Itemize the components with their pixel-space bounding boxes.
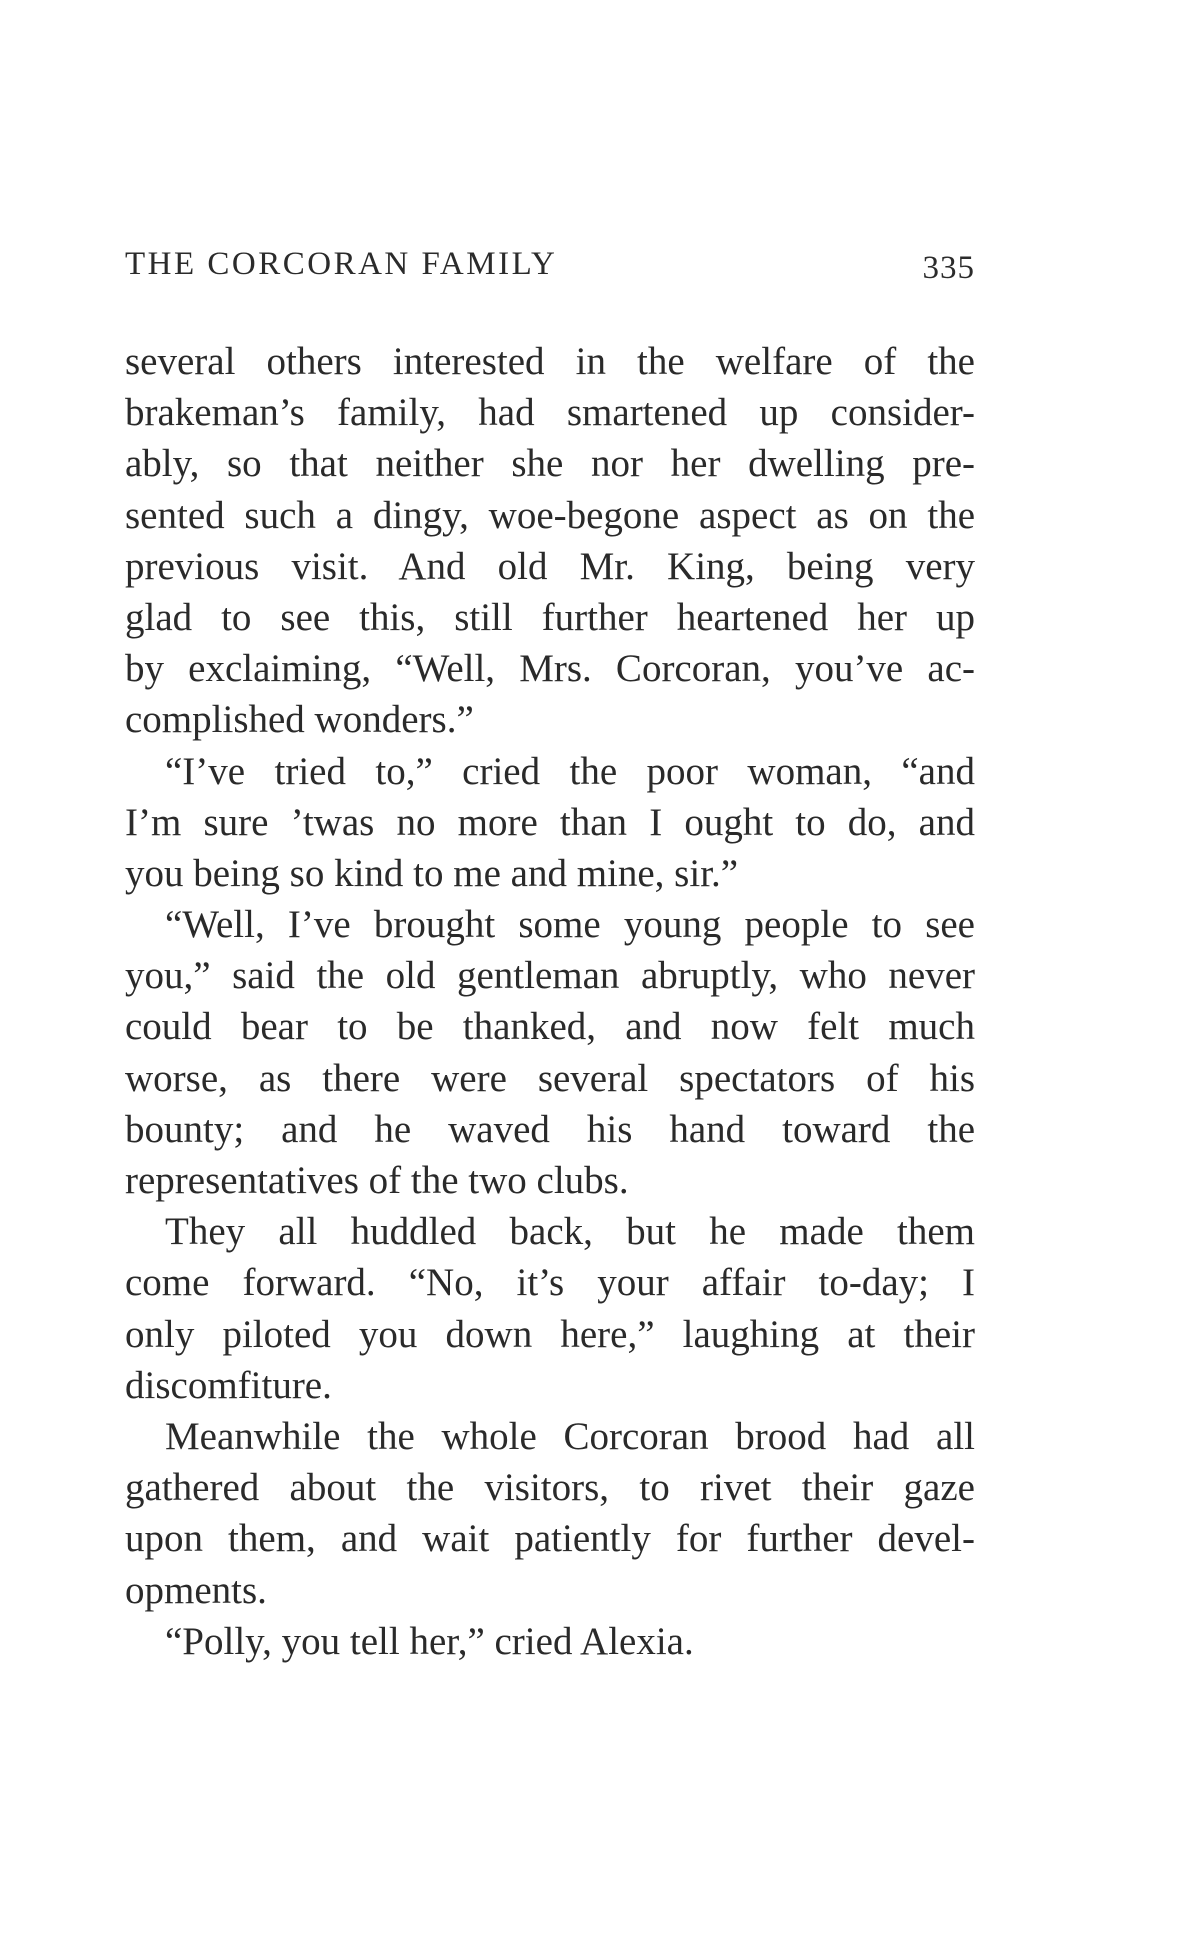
text-line: upon them, and wait patiently for further devel- <box>125 1517 975 1561</box>
paragraph-1 <box>125 336 975 746</box>
paragraph-4 <box>125 1206 975 1411</box>
text-line: sented such a dingy, woe-begone aspect as on the <box>125 493 975 537</box>
text-line: Meanwhile the whole Corcoran brood had all <box>165 1414 975 1458</box>
text-line: several others interested in the welfare of the <box>125 340 975 383</box>
text-line: come forward. “No, it’s your affair to-day; I <box>125 1261 975 1305</box>
text-line: brakeman’s family, had smartened up consider- <box>125 391 975 435</box>
text-line: gathered about the visitors, to rivet their gaze <box>125 1466 975 1510</box>
paragraph-5 <box>125 1411 975 1616</box>
running-head <box>125 246 975 296</box>
text-line: complished wonders.” <box>125 698 474 742</box>
text-line: “Well, I’ve brought some young people to see <box>165 903 975 947</box>
text-line: representatives of the two clubs. <box>125 1159 629 1202</box>
paragraph-2 <box>125 746 975 900</box>
text-line: discomfiture. <box>125 1363 332 1407</box>
text-line: I’m sure ’twas no more than I ought to do, and <box>125 800 975 844</box>
page-number: 335 <box>922 250 975 286</box>
text-line: worse, as there were several spectators of his <box>125 1056 975 1100</box>
text-line: glad to see this, still further heartened her up <box>125 595 975 639</box>
paragraph-6 <box>125 1616 975 1667</box>
text-line: only piloted you down here,” laughing at their <box>125 1312 975 1356</box>
text-line: you being so kind to me and mine, sir.” <box>125 851 739 895</box>
body-text <box>125 336 975 1667</box>
text-line: could bear to be thanked, and now felt much <box>125 1005 975 1049</box>
text-line: by exclaiming, “Well, Mrs. Corcoran, you’ve ac- <box>125 647 975 691</box>
text-line: opments. <box>125 1568 267 1612</box>
text-line: bounty; and he waved his hand toward the <box>125 1107 975 1151</box>
running-title: THE CORCORAN FAMILY <box>125 246 558 282</box>
text-line: previous visit. And old Mr. King, being very <box>125 544 975 588</box>
text-line: “Polly, you tell her,” cried Alexia. <box>165 1619 694 1663</box>
paragraph-3 <box>125 899 975 1206</box>
text-line: you,” said the old gentleman abruptly, who never <box>125 954 975 998</box>
text-line: They all huddled back, but he made them <box>165 1210 975 1254</box>
text-line: ably, so that neither she nor her dwelling pre- <box>125 442 975 486</box>
text-line: “I’ve tried to,” cried the poor woman, “and <box>165 749 975 793</box>
